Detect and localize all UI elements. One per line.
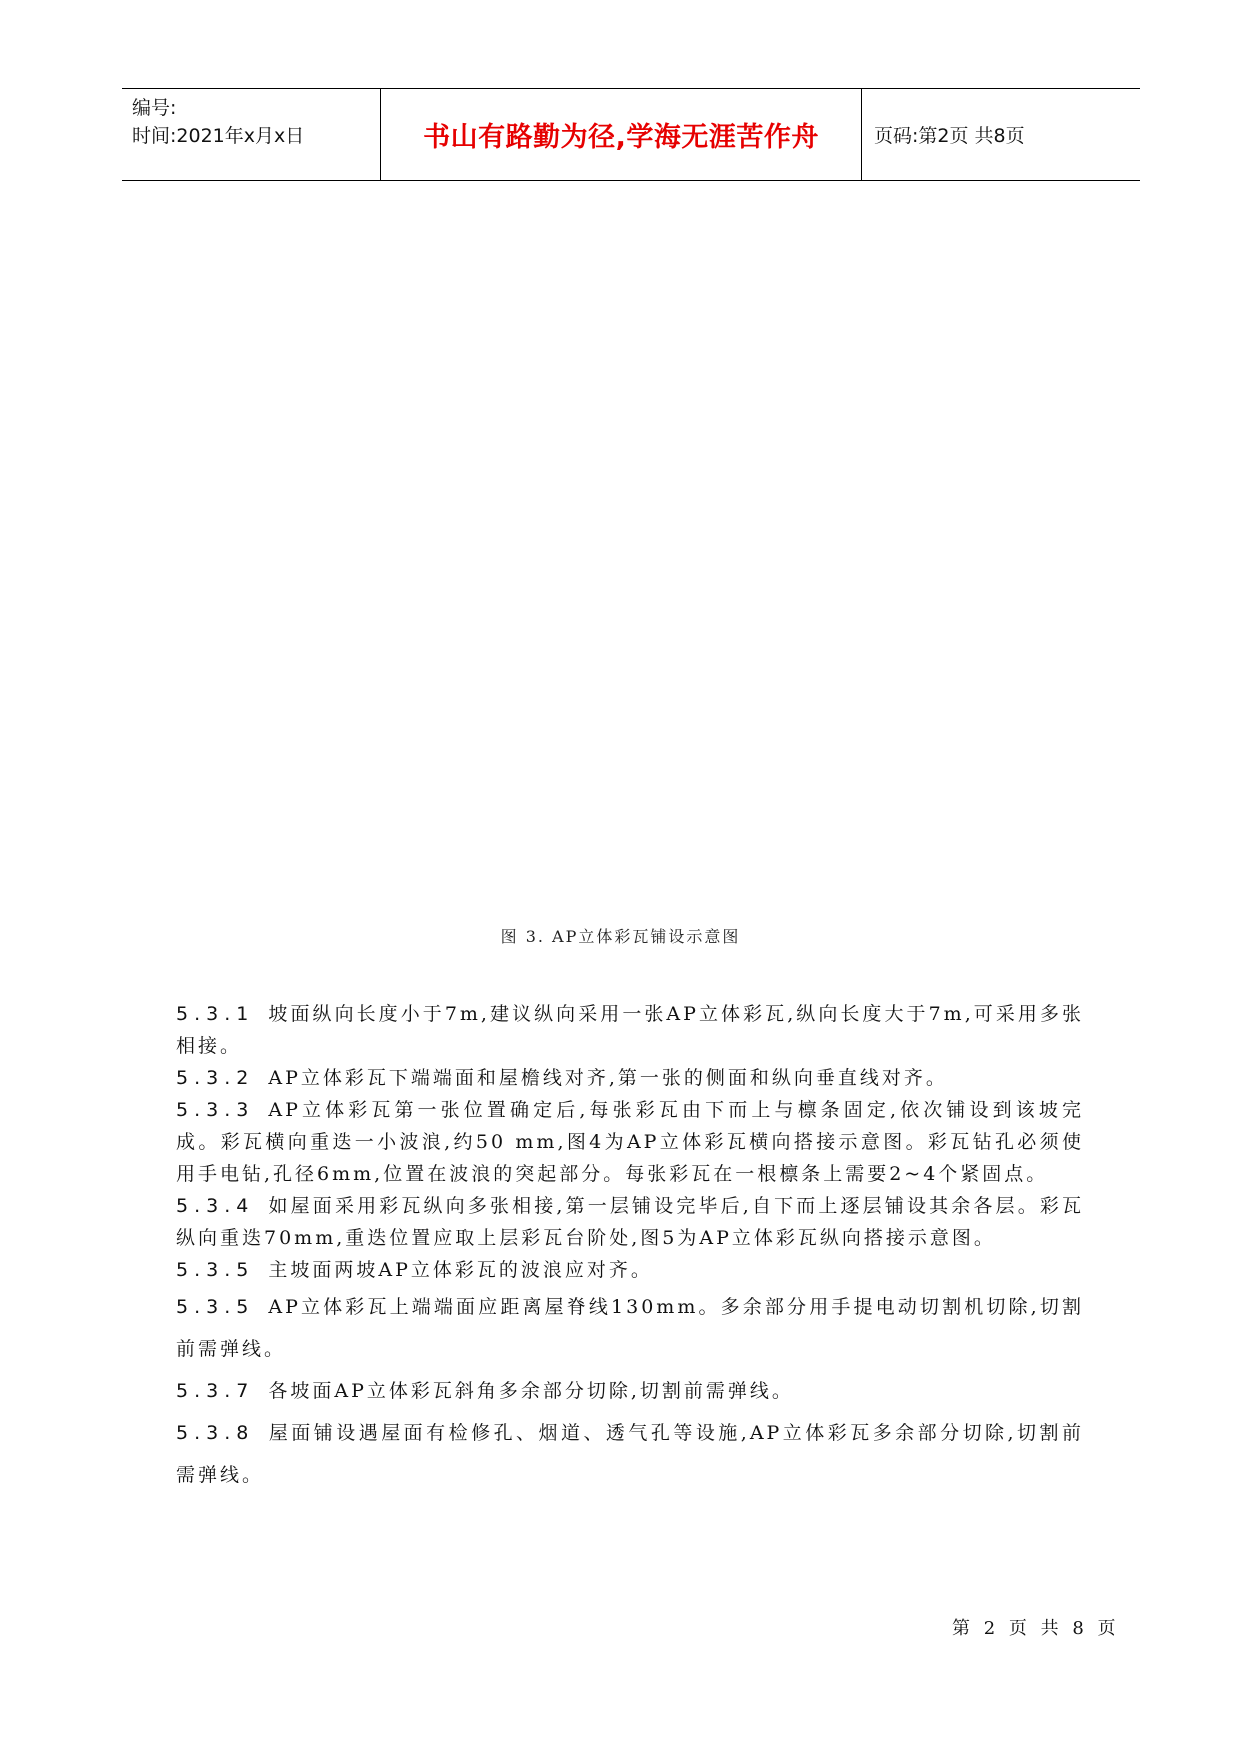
clause-number: 5.3.4 (176, 1195, 255, 1217)
header-motto-cell (380, 89, 862, 180)
clause-number: 5.3.7 (176, 1380, 255, 1402)
document-body (176, 998, 1084, 1496)
clause-text: AP立体彩瓦第一张位置确定后,每张彩瓦由下而上与檩条固定,依次铺设到该坡完成。彩瓦横向重迭一小波浪,约50 mm,图4为AP立体彩瓦横向搭接示意图。彩瓦钻孔必须使用手电钻,孔径6mm,位置在波浪的突起部分。每张彩瓦在一根檩条上需要2~4个紧固点。 (176, 1099, 1084, 1185)
clause-text: 坡面纵向长度小于7m,建议纵向采用一张AP立体彩瓦,纵向长度大于7m,可采用多张相接。 (176, 1003, 1084, 1057)
paragraph-5-3-5a (176, 1254, 1084, 1286)
figure-3-area (175, 200, 1085, 900)
clause-number: 5.3.2 (176, 1067, 255, 1089)
clause-text: AP立体彩瓦上端端面应距离屋脊线130mm。多余部分用手提电动切割机切除,切割前需弹线。 (176, 1296, 1084, 1360)
clause-number: 5.3.8 (176, 1422, 255, 1444)
header-page-cell (862, 89, 1140, 180)
page-header (122, 88, 1140, 181)
clause-text: AP立体彩瓦下端端面和屋檐线对齐,第一张的侧面和纵向垂直线对齐。 (268, 1067, 948, 1089)
page-footer: 第 2 页 共 8 页 (952, 1618, 1120, 1639)
paragraph-5-3-1 (176, 998, 1084, 1062)
clause-text: 主坡面两坡AP立体彩瓦的波浪应对齐。 (268, 1259, 653, 1281)
clause-text: 如屋面采用彩瓦纵向多张相接,第一层铺设完毕后,自下而上逐层铺设其余各层。彩瓦纵向重迭70mm,重迭位置应取上层彩瓦台阶处,图5为AP立体彩瓦纵向搭接示意图。 (176, 1195, 1084, 1249)
paragraph-5-3-4 (176, 1190, 1084, 1254)
paragraph-5-3-7 (176, 1370, 1084, 1412)
clause-number: 5.3.5 (176, 1296, 255, 1318)
clause-number: 5.3.5 (176, 1259, 255, 1281)
paragraph-5-3-3 (176, 1094, 1084, 1190)
header-page-label: 页码:第2页 共8页 (874, 125, 1025, 147)
doc-time-label: 时间:2021年x月x日 (132, 125, 305, 147)
header-motto: 书山有路勤为径,学海无涯苦作舟 (423, 122, 819, 153)
clause-number: 5.3.1 (176, 1003, 255, 1025)
paragraph-5-3-5b (176, 1286, 1084, 1370)
paragraph-5-3-8 (176, 1412, 1084, 1496)
clause-text: 屋面铺设遇屋面有检修孔、烟道、透气孔等设施,AP立体彩瓦多余部分切除,切割前需弹线。 (176, 1422, 1084, 1486)
header-meta (122, 89, 380, 180)
clause-number: 5.3.3 (176, 1099, 255, 1121)
figure-caption: 图 3. AP立体彩瓦铺设示意图 (500, 927, 741, 946)
paragraph-5-3-2 (176, 1062, 1084, 1094)
clause-text: 各坡面AP立体彩瓦斜角多余部分切除,切割前需弹线。 (268, 1380, 794, 1402)
doc-number-label: 编号: (132, 97, 177, 119)
